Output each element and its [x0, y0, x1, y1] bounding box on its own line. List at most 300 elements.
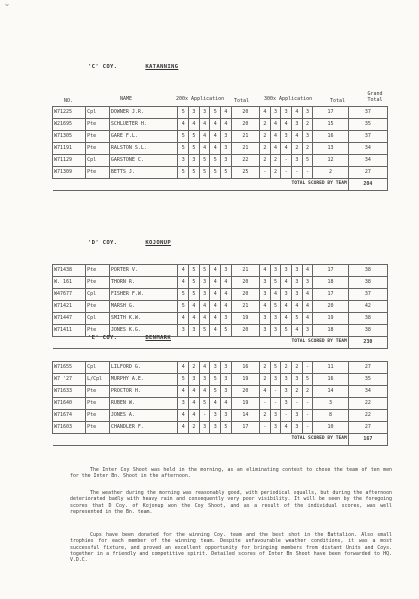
table-row — [53, 398, 388, 410]
score-200-3: - — [199, 410, 210, 422]
score-300-2: 4 — [270, 131, 281, 143]
company-name: 'C' COY. — [88, 64, 118, 70]
score-200-4: 4 — [210, 277, 221, 289]
rank: Pte — [86, 410, 110, 422]
score-300-5: 4 — [302, 289, 313, 301]
score-200-2: 4 — [189, 313, 200, 325]
score-200-1: 4 — [178, 119, 189, 131]
score-300-3: 3 — [281, 131, 292, 143]
score-200-1: 3 — [178, 398, 189, 410]
score-300-5: 5 — [302, 374, 313, 386]
table-row — [53, 107, 388, 119]
score-300-2: 5 — [270, 301, 281, 313]
score-200-3: 4 — [199, 119, 210, 131]
rank: Pte — [86, 143, 110, 155]
score-300-4: 3 — [292, 374, 303, 386]
score-200-4: 5 — [210, 167, 221, 179]
score-200-3: 3 — [199, 374, 210, 386]
score-200-4: 4 — [210, 289, 221, 301]
column-header-grand: Grand Total — [367, 91, 383, 103]
soldier-name: JONES K.G. — [109, 325, 178, 337]
score-200-4: 3 — [210, 422, 221, 434]
grand-total: 22 — [348, 398, 387, 410]
score-300-4: 3 — [292, 410, 303, 422]
grand-total: 27 — [348, 362, 387, 374]
score-300-5: - — [302, 398, 313, 410]
score-300-5: - — [302, 167, 313, 179]
rank: Pte — [86, 265, 110, 277]
score-200-3: 4 — [199, 131, 210, 143]
grand-total: 34 — [348, 386, 387, 398]
score-300-3: 5 — [281, 325, 292, 337]
score-200-3: 3 — [199, 422, 210, 434]
score-300-5: 2 — [302, 386, 313, 398]
score-200-2: 5 — [189, 265, 200, 277]
service-number: W71191 — [53, 143, 86, 155]
score-300-3: 3 — [281, 374, 292, 386]
service-number: W71305 — [53, 131, 86, 143]
score-300-3: 2 — [281, 362, 292, 374]
service-number: W71655 — [53, 362, 86, 374]
score-200-2: 5 — [189, 143, 200, 155]
total-300: 16 — [313, 374, 349, 386]
total-300: 17 — [313, 289, 349, 301]
score-200-5: 4 — [221, 289, 232, 301]
total-300: 16 — [313, 131, 349, 143]
score-300-1: 2 — [260, 410, 271, 422]
table-row — [53, 386, 388, 398]
grand-total: 35 — [348, 119, 387, 131]
score-200-4: 4 — [210, 131, 221, 143]
score-300-4: 2 — [292, 386, 303, 398]
column-header-no: NO. — [64, 98, 74, 104]
soldier-name: SCHLUETER H. — [109, 119, 178, 131]
total-200: 16 — [231, 362, 259, 374]
total-200: 20 — [231, 107, 259, 119]
score-300-2: 5 — [270, 277, 281, 289]
score-200-4: 4 — [210, 313, 221, 325]
score-200-2: 5 — [189, 167, 200, 179]
total-200: 19 — [231, 313, 259, 325]
score-300-1: 4 — [260, 301, 271, 313]
table-row — [53, 167, 388, 179]
total-300: 3 — [313, 398, 349, 410]
score-200-1: 5 — [178, 289, 189, 301]
table-row — [53, 410, 388, 422]
score-300-1: 3 — [260, 277, 271, 289]
rank: Pte — [86, 119, 110, 131]
company-location: KATANNING — [145, 64, 179, 70]
total-200: 20 — [231, 277, 259, 289]
service-number: W71129 — [53, 155, 86, 167]
grand-total: 37 — [348, 289, 387, 301]
score-200-3: 3 — [199, 277, 210, 289]
total-300: 18 — [313, 277, 349, 289]
soldier-name: DOWNER J.R. — [109, 107, 178, 119]
score-300-2: 4 — [270, 143, 281, 155]
service-number: W7 '27 — [53, 374, 86, 386]
total-200: 25 — [231, 167, 259, 179]
score-300-2: - — [270, 386, 281, 398]
total-200: 21 — [231, 143, 259, 155]
score-200-2: 5 — [189, 131, 200, 143]
team-total-value: 204 — [348, 179, 387, 191]
total-300: 13 — [313, 143, 349, 155]
soldier-name: GARE F.L. — [109, 131, 178, 143]
score-300-5: - — [302, 422, 313, 434]
score-300-5: 5 — [302, 155, 313, 167]
service-number: W71438 — [53, 265, 86, 277]
grand-total: 34 — [348, 143, 387, 155]
table-row — [53, 131, 388, 143]
rank: Pte — [86, 277, 110, 289]
table-row — [53, 289, 388, 301]
total-300: 10 — [313, 422, 349, 434]
total-200: 20 — [231, 289, 259, 301]
score-300-3: - — [281, 155, 292, 167]
total-300: 14 — [313, 386, 349, 398]
score-300-3: 4 — [281, 143, 292, 155]
team-total-value: 167 — [348, 434, 387, 446]
score-200-5: 4 — [221, 107, 232, 119]
score-300-4: - — [292, 167, 303, 179]
score-200-5: 3 — [221, 374, 232, 386]
score-300-5: 4 — [302, 265, 313, 277]
score-300-4: 2 — [292, 143, 303, 155]
score-200-1: 4 — [178, 386, 189, 398]
soldier-name: PROCTOR H. — [109, 386, 178, 398]
table-row — [53, 155, 388, 167]
score-200-5: 3 — [221, 155, 232, 167]
score-300-3: 3 — [281, 107, 292, 119]
score-300-3: - — [281, 410, 292, 422]
column-header-total1: Total — [234, 98, 250, 104]
score-300-1: 2 — [260, 155, 271, 167]
score-300-3: 4 — [281, 119, 292, 131]
score-200-4: 4 — [210, 325, 221, 337]
service-number: W71633 — [53, 386, 86, 398]
soldier-name: BETTS J. — [109, 167, 178, 179]
team-total-value: 230 — [348, 337, 387, 349]
score-300-4: 3 — [292, 119, 303, 131]
score-300-4: 3 — [292, 265, 303, 277]
score-300-1: 4 — [260, 265, 271, 277]
service-number: W71411 — [53, 325, 86, 337]
score-200-1: 5 — [178, 374, 189, 386]
score-table — [52, 106, 388, 191]
score-200-5: 4 — [221, 119, 232, 131]
score-200-1: 5 — [178, 301, 189, 313]
score-200-2: 4 — [189, 301, 200, 313]
total-200: 22 — [231, 155, 259, 167]
score-200-5: 3 — [221, 410, 232, 422]
score-200-2: 5 — [189, 289, 200, 301]
grand-total: 38 — [348, 277, 387, 289]
grand-total: 37 — [348, 107, 387, 119]
score-300-3: 3 — [281, 398, 292, 410]
soldier-name: LILFORD G. — [109, 362, 178, 374]
score-200-5: 3 — [221, 386, 232, 398]
total-300: 19 — [313, 313, 349, 325]
soldier-name: SMITH K.W. — [109, 313, 178, 325]
service-number: W71309 — [53, 167, 86, 179]
service-number: W71640 — [53, 398, 86, 410]
score-300-4: 4 — [292, 107, 303, 119]
score-200-2: 4 — [189, 119, 200, 131]
grand-total: 38 — [348, 313, 387, 325]
report-paragraph: The weather during the morning was reasonably good, with periodical squalls, but during the afternoon deteriorated badly with heavy rain and consequently very poor visibility. It will be seen by the foregoing scores that D Coy. of Kojonup won the Coy Shoot, and as a result of the individual scores, was well represented in the Bn. team. — [70, 490, 392, 515]
score-300-1: 2 — [260, 143, 271, 155]
score-300-2: 2 — [270, 155, 281, 167]
corner-mark: ˘ — [4, 4, 11, 15]
table-row — [53, 265, 388, 277]
score-300-2: 3 — [270, 325, 281, 337]
score-200-1: 5 — [178, 143, 189, 155]
total-200: 20 — [231, 119, 259, 131]
score-200-4: 4 — [210, 143, 221, 155]
team-total-label: TOTAL SCORED BY TEAM — [53, 337, 349, 349]
score-200-5: 5 — [221, 422, 232, 434]
service-number: W47677 — [53, 289, 86, 301]
total-200: 17 — [231, 422, 259, 434]
total-200: 19 — [231, 398, 259, 410]
team-total-row — [53, 179, 388, 191]
score-200-3: 4 — [199, 386, 210, 398]
score-200-5: 3 — [221, 143, 232, 155]
soldier-name: CHANDLER F. — [109, 422, 178, 434]
team-total-label: TOTAL SCORED BY TEAM — [53, 179, 349, 191]
score-200-5: 3 — [221, 313, 232, 325]
score-300-5: 3 — [302, 107, 313, 119]
column-header-app300: 300x Application — [264, 96, 313, 102]
soldier-name: MURPHY A.E. — [109, 374, 178, 386]
grand-total: 34 — [348, 155, 387, 167]
score-300-2: 4 — [270, 289, 281, 301]
score-200-5: 5 — [221, 325, 232, 337]
total-200: 14 — [231, 410, 259, 422]
score-200-2: 3 — [189, 155, 200, 167]
rank: Cpl — [86, 313, 110, 325]
grand-total: 38 — [348, 265, 387, 277]
score-300-4: 3 — [292, 289, 303, 301]
table-row — [53, 143, 388, 155]
score-200-5: 3 — [221, 362, 232, 374]
score-200-3: 4 — [199, 362, 210, 374]
score-200-4: 5 — [210, 107, 221, 119]
table-row — [53, 301, 388, 313]
score-300-5: 4 — [302, 301, 313, 313]
table-row — [53, 313, 388, 325]
soldier-name: RALSTON S.L. — [109, 143, 178, 155]
score-200-5: 4 — [221, 398, 232, 410]
company-name: 'E' COY. — [88, 335, 118, 341]
score-300-1: 2 — [260, 119, 271, 131]
grand-total: 27 — [348, 167, 387, 179]
service-number: W. 161 — [53, 277, 86, 289]
rank: L/Cpl — [86, 374, 110, 386]
grand-total: 42 — [348, 301, 387, 313]
score-200-4: 4 — [210, 301, 221, 313]
soldier-name: RUBEN W. — [109, 398, 178, 410]
soldier-name: GARSTONE C. — [109, 155, 178, 167]
team-total-row — [53, 434, 388, 446]
table-row — [53, 362, 388, 374]
company-location: DENMARK — [145, 335, 172, 341]
table-row — [53, 374, 388, 386]
score-300-1: 3 — [260, 313, 271, 325]
score-200-3: 3 — [199, 289, 210, 301]
rank: Pte — [86, 131, 110, 143]
score-200-3: 5 — [199, 325, 210, 337]
grand-total: 27 — [348, 422, 387, 434]
total-200: 21 — [231, 301, 259, 313]
score-200-1: 3 — [178, 325, 189, 337]
score-300-2: 4 — [270, 119, 281, 131]
score-200-3: 3 — [199, 107, 210, 119]
score-300-2: - — [270, 398, 281, 410]
score-200-4: 5 — [210, 386, 221, 398]
score-200-2: 3 — [189, 107, 200, 119]
section-title — [88, 64, 178, 70]
score-200-4: 3 — [210, 410, 221, 422]
total-300: 2 — [313, 167, 349, 179]
score-300-4: - — [292, 398, 303, 410]
score-200-2: 5 — [189, 277, 200, 289]
rank: Cpl — [86, 107, 110, 119]
score-200-5: 4 — [221, 301, 232, 313]
score-300-4: 3 — [292, 422, 303, 434]
score-table — [52, 361, 388, 446]
total-300: 11 — [313, 362, 349, 374]
score-300-4: 4 — [292, 131, 303, 143]
score-300-5: - — [302, 410, 313, 422]
score-200-1: 5 — [178, 107, 189, 119]
service-number: W21695 — [53, 119, 86, 131]
score-200-3: 5 — [199, 167, 210, 179]
score-200-3: 4 — [199, 313, 210, 325]
score-300-4: 4 — [292, 325, 303, 337]
score-300-1: - — [260, 398, 271, 410]
column-header-total2: Total — [330, 98, 346, 104]
score-200-1: 5 — [178, 131, 189, 143]
total-200: 21 — [231, 131, 259, 143]
score-200-2: 2 — [189, 422, 200, 434]
score-300-1: 2 — [260, 374, 271, 386]
rank: Pte — [86, 325, 110, 337]
score-200-4: 4 — [210, 265, 221, 277]
team-total-label: TOTAL SCORED BY TEAM — [53, 434, 349, 446]
score-200-5: 4 — [221, 277, 232, 289]
score-300-3: 4 — [281, 313, 292, 325]
rank: Pte — [86, 398, 110, 410]
total-300: 15 — [313, 119, 349, 131]
soldier-name: JONES A. — [109, 410, 178, 422]
service-number: W71674 — [53, 410, 86, 422]
rank: Cpl — [86, 362, 110, 374]
score-300-5: 2 — [302, 119, 313, 131]
score-300-4: 4 — [292, 301, 303, 313]
score-200-1: 4 — [178, 362, 189, 374]
score-200-4: 5 — [210, 155, 221, 167]
score-200-2: 4 — [189, 386, 200, 398]
score-200-2: 3 — [189, 374, 200, 386]
score-300-2: 3 — [270, 422, 281, 434]
section-title — [88, 335, 171, 341]
score-200-4: 4 — [210, 398, 221, 410]
score-300-1: 3 — [260, 325, 271, 337]
grand-total: 35 — [348, 374, 387, 386]
score-200-1: 4 — [178, 410, 189, 422]
total-200: 19 — [231, 374, 259, 386]
score-300-3: 4 — [281, 277, 292, 289]
score-300-3: 3 — [281, 289, 292, 301]
total-200: 20 — [231, 325, 259, 337]
score-300-4: 5 — [292, 313, 303, 325]
rank: Cpl — [86, 289, 110, 301]
score-200-1: 3 — [178, 155, 189, 167]
score-300-5: 3 — [302, 277, 313, 289]
score-300-5: 2 — [302, 143, 313, 155]
score-200-2: 3 — [189, 325, 200, 337]
company-location: KOJONUP — [145, 240, 172, 246]
total-300: 17 — [313, 107, 349, 119]
score-300-3: 3 — [281, 265, 292, 277]
score-200-4: 4 — [210, 119, 221, 131]
score-300-2: 2 — [270, 167, 281, 179]
score-200-2: 4 — [189, 410, 200, 422]
score-300-2: 5 — [270, 362, 281, 374]
total-300: 8 — [313, 410, 349, 422]
total-300: 18 — [313, 325, 349, 337]
grand-total: 37 — [348, 131, 387, 143]
score-300-1: 4 — [260, 107, 271, 119]
rank: Pte — [86, 167, 110, 179]
service-number: W71447 — [53, 313, 86, 325]
column-header-name: NAME — [120, 96, 133, 102]
table-row — [53, 119, 388, 131]
rank: Pte — [86, 386, 110, 398]
score-200-1: 5 — [178, 167, 189, 179]
score-200-4: 3 — [210, 362, 221, 374]
rank: Cpl — [86, 155, 110, 167]
score-200-1: 4 — [178, 422, 189, 434]
score-300-2: 3 — [270, 410, 281, 422]
table-row — [53, 422, 388, 434]
score-200-1: 4 — [178, 277, 189, 289]
score-200-4: 5 — [210, 374, 221, 386]
total-300: 12 — [313, 155, 349, 167]
section-title — [88, 240, 171, 246]
score-300-5: 3 — [302, 325, 313, 337]
score-200-5: 5 — [221, 167, 232, 179]
score-300-1: 3 — [260, 289, 271, 301]
column-header-app200: 200x Application — [176, 96, 225, 102]
score-300-5: 3 — [302, 131, 313, 143]
score-300-4: 3 — [292, 155, 303, 167]
score-300-4: 3 — [292, 277, 303, 289]
company-name: 'D' COY. — [88, 240, 118, 246]
service-number: W71225 — [53, 107, 86, 119]
service-number: W71421 — [53, 301, 86, 313]
score-200-5: 3 — [221, 131, 232, 143]
score-300-3: - — [281, 167, 292, 179]
total-300: 17 — [313, 265, 349, 277]
rank: Pte — [86, 301, 110, 313]
soldier-name: PORTER V. — [109, 265, 178, 277]
report-paragraph: The Inter Coy Shoot was held in the morning, as an eliminating contest to chose the team of ten men for the Inter Bn. Shoot in the afternoon. — [70, 467, 392, 480]
service-number: W71603 — [53, 422, 86, 434]
soldier-name: FISHER F.W. — [109, 289, 178, 301]
